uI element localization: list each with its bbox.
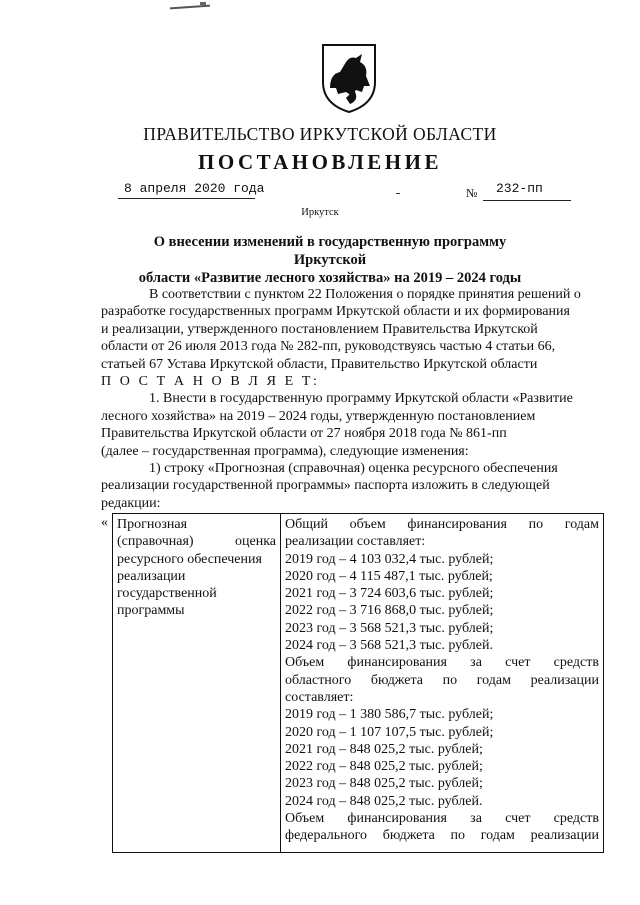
right-cell-line: 2019 год – 4 103 032,4 тыс. рублей; bbox=[285, 551, 494, 567]
preamble-line: статьей 67 Устава Иркутской области, Правительство Иркутской области bbox=[101, 356, 538, 372]
left-cell-line: (справочная) оценка bbox=[117, 534, 276, 550]
right-cell-line: 2019 год – 1 380 586,7 тыс. рублей; bbox=[285, 707, 494, 723]
right-cell-line: 2023 год – 848 025,2 тыс. рублей; bbox=[285, 776, 483, 792]
right-cell-line: 2020 год – 4 115 487,1 тыс. рублей; bbox=[285, 568, 493, 584]
decree-word: П О С Т А Н О В Л Я Е Т: bbox=[101, 374, 320, 390]
right-cell-line: областного бюджета по годам реализации bbox=[285, 672, 599, 688]
item-line: (далее – государственная программа), следующие изменения: bbox=[101, 443, 469, 459]
left-cell-line: реализации bbox=[117, 568, 186, 584]
subitem-line: реализации государственной программы» паспорта изложить в следующей bbox=[101, 478, 550, 494]
right-cell-line: 2021 год – 3 724 603,6 тыс. рублей; bbox=[285, 586, 494, 602]
left-cell-line: программы bbox=[117, 603, 185, 619]
document-date: 8 апреля 2020 года bbox=[124, 181, 265, 196]
item-line: 1. Внести в государственную программу Иркутской области «Развитие bbox=[149, 391, 573, 407]
right-cell-line: Объем финансирования за счет средств bbox=[285, 811, 599, 827]
right-cell-line: федерального бюджета по годам реализации bbox=[285, 828, 599, 844]
table-right-cell bbox=[281, 514, 603, 852]
right-cell-line: реализации составляет: bbox=[285, 534, 426, 550]
right-cell-line: Общий объем финансирования по годам bbox=[285, 517, 599, 532]
number-underline bbox=[483, 200, 571, 201]
subitem-line: редакции: bbox=[101, 495, 161, 511]
right-cell-line: 2021 год – 848 025,2 тыс. рублей; bbox=[285, 741, 483, 757]
open-quote: « bbox=[101, 515, 108, 530]
financing-table bbox=[112, 513, 604, 853]
document-subject bbox=[120, 233, 540, 287]
left-cell-line: ресурсного обеспечения bbox=[117, 551, 262, 567]
right-cell-line: 2022 год – 848 025,2 тыс. рублей; bbox=[285, 759, 483, 775]
government-title: ПРАВИТЕЛЬСТВО ИРКУТСКОЙ ОБЛАСТИ bbox=[143, 124, 497, 144]
item-line: лесного хозяйства» на 2019 – 2024 годы, утвержденную постановлением bbox=[101, 408, 536, 424]
subitem-line: 1) строку «Прогнозная (справочная) оценка ресурсного обеспечения bbox=[149, 461, 558, 477]
right-cell-line: 2022 год – 3 716 868,0 тыс. рублей; bbox=[285, 603, 494, 619]
document-body bbox=[101, 286, 609, 512]
table-left-cell bbox=[113, 514, 281, 852]
item-line: Правительства Иркутской области от 27 ноября 2018 года № 861-пп bbox=[101, 426, 507, 442]
right-cell-line: 2023 год – 3 568 521,3 тыс. рублей; bbox=[285, 620, 494, 636]
subject-line: О внесении изменений в государственную программу Иркутской bbox=[153, 234, 507, 268]
left-cell-line: Прогнозная bbox=[117, 517, 188, 532]
coat-of-arms-icon bbox=[320, 42, 378, 114]
right-cell-line: Объем финансирования за счет средств bbox=[285, 655, 599, 671]
scan-artifact bbox=[200, 2, 206, 5]
preamble-line: области от 26 июля 2013 года № 282-пп, руководствуясь частью 4 статьи 66, bbox=[101, 339, 556, 355]
right-cell-line: составляет: bbox=[285, 689, 354, 705]
preamble-line: и реализации, утвержденного постановлением Правительства Иркутской bbox=[101, 321, 538, 337]
city: Иркутск bbox=[301, 207, 339, 218]
right-cell-line: 2024 год – 3 568 521,3 тыс. рублей. bbox=[285, 638, 493, 654]
left-cell-line: государственной bbox=[117, 586, 217, 602]
subject-line: области «Развитие лесного хозяйства» на 2019 – 2024 годы bbox=[138, 270, 522, 286]
preamble-line: В соответствии с пунктом 22 Положения о порядке принятия решений о bbox=[149, 287, 581, 302]
right-cell-line: 2024 год – 848 025,2 тыс. рублей. bbox=[285, 793, 483, 809]
document-type: ПОСТАНОВЛЕНИЕ bbox=[198, 150, 442, 174]
number-sign: № bbox=[466, 186, 478, 200]
preamble-line: разработке государственных программ Иркутской области и их формирования bbox=[101, 304, 570, 320]
date-underline bbox=[118, 198, 255, 199]
right-cell-line: 2020 год – 1 107 107,5 тыс. рублей; bbox=[285, 724, 494, 740]
separator-dash bbox=[396, 193, 400, 194]
scan-artifact bbox=[170, 5, 210, 10]
document-number: 232-пп bbox=[496, 181, 543, 196]
